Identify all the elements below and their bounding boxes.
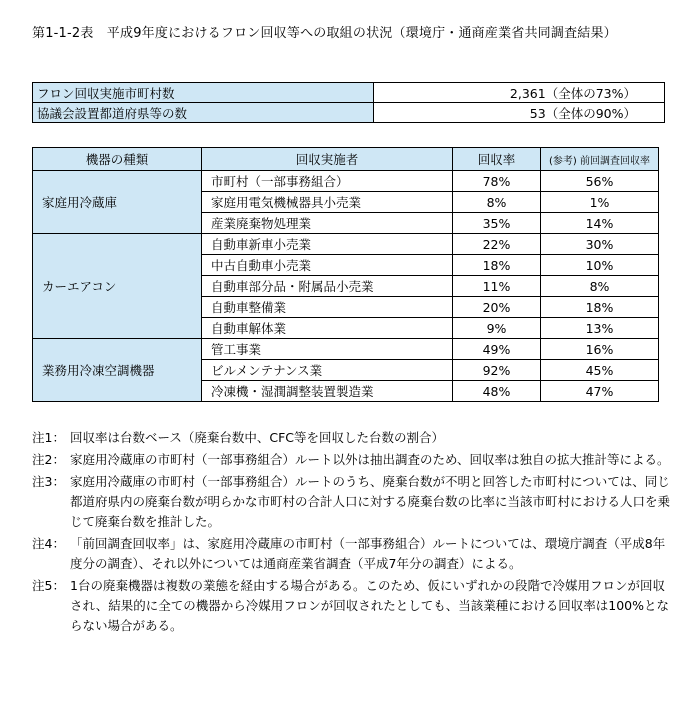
header-recovery-rate: 回収率 bbox=[453, 148, 541, 171]
previous-rate-cell: 10% bbox=[541, 255, 659, 276]
previous-rate-cell: 18% bbox=[541, 297, 659, 318]
note-text: 1台の廃棄機器は複数の業態を経由する場合がある。このため、仮にいずれかの段階で冷媒用フロンが回収され、結果的に全ての機器から冷媒用フロンが回収されたとしても、当該業種における回収率は100%とならない場合がある。 bbox=[70, 578, 669, 633]
recovery-rate-cell: 92% bbox=[453, 360, 541, 381]
previous-rate-cell: 47% bbox=[541, 381, 659, 402]
notes-section bbox=[32, 428, 672, 638]
recovery-rate-cell: 18% bbox=[453, 255, 541, 276]
note-label: 注2： bbox=[32, 452, 65, 467]
summary-value: 53（全体の90%） bbox=[374, 103, 665, 123]
recovery-rate-cell: 9% bbox=[453, 318, 541, 339]
implementer-cell: ビルメンテナンス業 bbox=[202, 360, 453, 381]
note-item bbox=[32, 450, 672, 470]
page-title: 第1-1-2表 平成9年度におけるフロン回収等への取組の状況（環境庁・通商産業省共同調査結果） bbox=[32, 26, 617, 41]
recovery-rate-cell: 8% bbox=[453, 192, 541, 213]
previous-rate-cell: 45% bbox=[541, 360, 659, 381]
previous-rate-cell: 13% bbox=[541, 318, 659, 339]
implementer-cell: 自動車整備業 bbox=[202, 297, 453, 318]
summary-value: 2,361（全体の73%） bbox=[374, 83, 665, 103]
summary-label: フロン回収実施市町村数 bbox=[33, 83, 374, 103]
table-row bbox=[33, 339, 659, 360]
implementer-cell: 産業廃棄物処理業 bbox=[202, 213, 453, 234]
table-header-row bbox=[33, 148, 659, 171]
recovery-rate-cell: 11% bbox=[453, 276, 541, 297]
note-text: 家庭用冷蔵庫の市町村（一部事務組合）ルートのうち、廃棄台数が不明と回答した市町村については、同じ都道府県内の廃棄台数が明らかな市町村の合計人口に対する廃棄台数の比率に当該市町村における人口を乗じて廃棄台数を推計した。 bbox=[70, 474, 671, 529]
previous-rate-cell: 14% bbox=[541, 213, 659, 234]
implementer-cell: 自動車新車小売業 bbox=[202, 234, 453, 255]
recovery-rate-cell: 49% bbox=[453, 339, 541, 360]
recovery-rate-cell: 78% bbox=[453, 171, 541, 192]
note-label: 注1： bbox=[32, 430, 65, 445]
summary-row bbox=[33, 83, 665, 103]
recovery-rate-cell: 22% bbox=[453, 234, 541, 255]
summary-row bbox=[33, 103, 665, 123]
recovery-rate-cell: 48% bbox=[453, 381, 541, 402]
note-item bbox=[32, 472, 672, 532]
note-item bbox=[32, 534, 672, 574]
implementer-cell: 中古自動車小売業 bbox=[202, 255, 453, 276]
note-label: 注5： bbox=[32, 578, 65, 593]
note-text: 「前回調査回収率」は、家庭用冷蔵庫の市町村（一部事務組合）ルートについては、環境庁調査（平成8年度分の調査）、それ以外については通商産業省調査（平成7年分の調査）による。 bbox=[70, 536, 666, 571]
implementer-cell: 管工事業 bbox=[202, 339, 453, 360]
implementer-cell: 自動車部分品・附属品小売業 bbox=[202, 276, 453, 297]
note-item bbox=[32, 428, 672, 448]
recovery-table bbox=[32, 147, 659, 402]
recovery-rate-cell: 20% bbox=[453, 297, 541, 318]
previous-rate-cell: 1% bbox=[541, 192, 659, 213]
implementer-cell: 家庭用電気機械器具小売業 bbox=[202, 192, 453, 213]
table-row bbox=[33, 171, 659, 192]
equipment-category: 業務用冷凍空調機器 bbox=[33, 339, 202, 402]
table-row bbox=[33, 234, 659, 255]
summary-label: 協議会設置都道府県等の数 bbox=[33, 103, 374, 123]
header-equipment-type: 機器の種類 bbox=[33, 148, 202, 171]
previous-rate-cell: 56% bbox=[541, 171, 659, 192]
recovery-rate-cell: 35% bbox=[453, 213, 541, 234]
note-label: 注3： bbox=[32, 474, 65, 489]
note-item bbox=[32, 576, 672, 636]
equipment-category: カーエアコン bbox=[33, 234, 202, 339]
implementer-cell: 市町村（一部事務組合） bbox=[202, 171, 453, 192]
implementer-cell: 自動車解体業 bbox=[202, 318, 453, 339]
note-label: 注4： bbox=[32, 536, 65, 551]
previous-rate-cell: 8% bbox=[541, 276, 659, 297]
previous-rate-cell: 16% bbox=[541, 339, 659, 360]
equipment-category: 家庭用冷蔵庫 bbox=[33, 171, 202, 234]
note-text: 家庭用冷蔵庫の市町村（一部事務組合）ルート以外は抽出調査のため、回収率は独自の拡大推計等による。 bbox=[70, 452, 670, 467]
previous-rate-cell: 30% bbox=[541, 234, 659, 255]
header-implementer: 回収実施者 bbox=[202, 148, 453, 171]
summary-table bbox=[32, 82, 665, 123]
implementer-cell: 冷凍機・湿潤調整装置製造業 bbox=[202, 381, 453, 402]
note-text: 回収率は台数ベース（廃棄台数中、CFC等を回収した台数の割合） bbox=[70, 430, 445, 445]
header-previous-rate: (参考) 前回調査回収率 bbox=[541, 148, 659, 171]
